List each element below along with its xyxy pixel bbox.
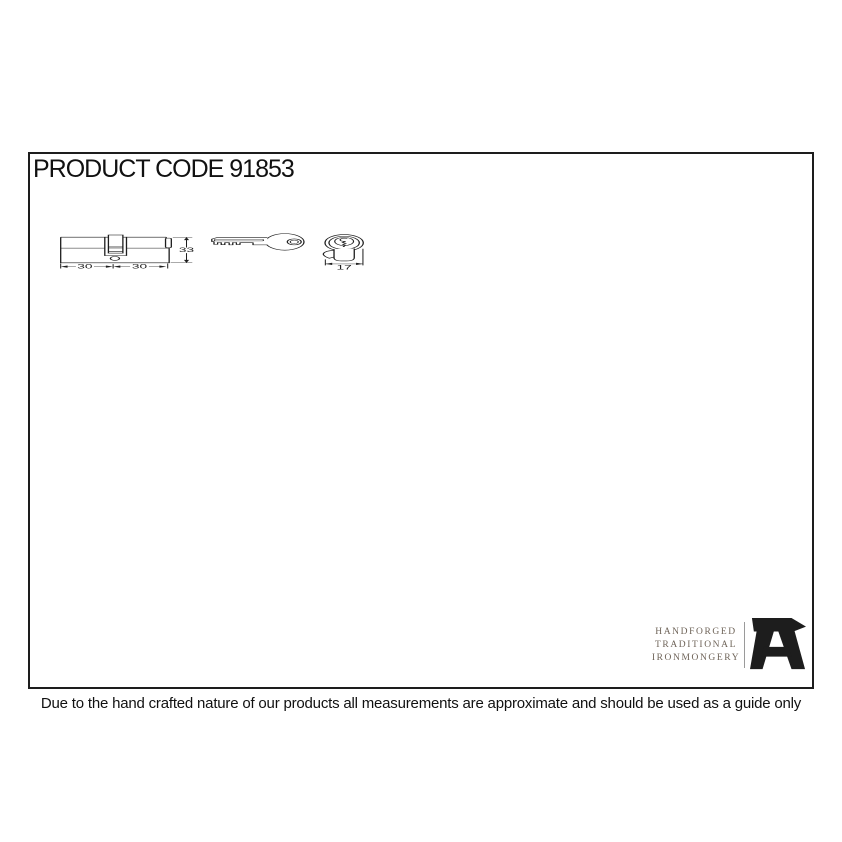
brand-tagline-line: HANDFORGED bbox=[655, 626, 737, 637]
cam-icon bbox=[108, 235, 122, 253]
brand-logo-block bbox=[650, 615, 810, 675]
right-width-dimension-label: 30 bbox=[131, 263, 148, 271]
cylinder-body-profile bbox=[334, 248, 354, 261]
profile-width-dimension-label: 17 bbox=[336, 264, 352, 272]
brand-tagline bbox=[650, 626, 742, 665]
disclaimer-text: Due to the hand crafted nature of our products all measurements are approximate and should be used as a guide only bbox=[40, 695, 802, 712]
anvil-icon bbox=[749, 617, 807, 673]
key-groove-icon bbox=[214, 239, 263, 241]
left-width-dimension-label: 30 bbox=[77, 263, 93, 271]
brand-tagline-line: IRONMONGERY bbox=[651, 652, 741, 663]
height-dimension-label: 33 bbox=[178, 247, 195, 254]
brand-divider bbox=[744, 622, 745, 668]
cylinder-end-cap bbox=[166, 238, 172, 248]
brand-tagline-line: TRADITIONAL bbox=[655, 639, 737, 650]
technical-drawing bbox=[77, 247, 650, 480]
product-code-title: PRODUCT CODE 91853 bbox=[33, 155, 294, 183]
